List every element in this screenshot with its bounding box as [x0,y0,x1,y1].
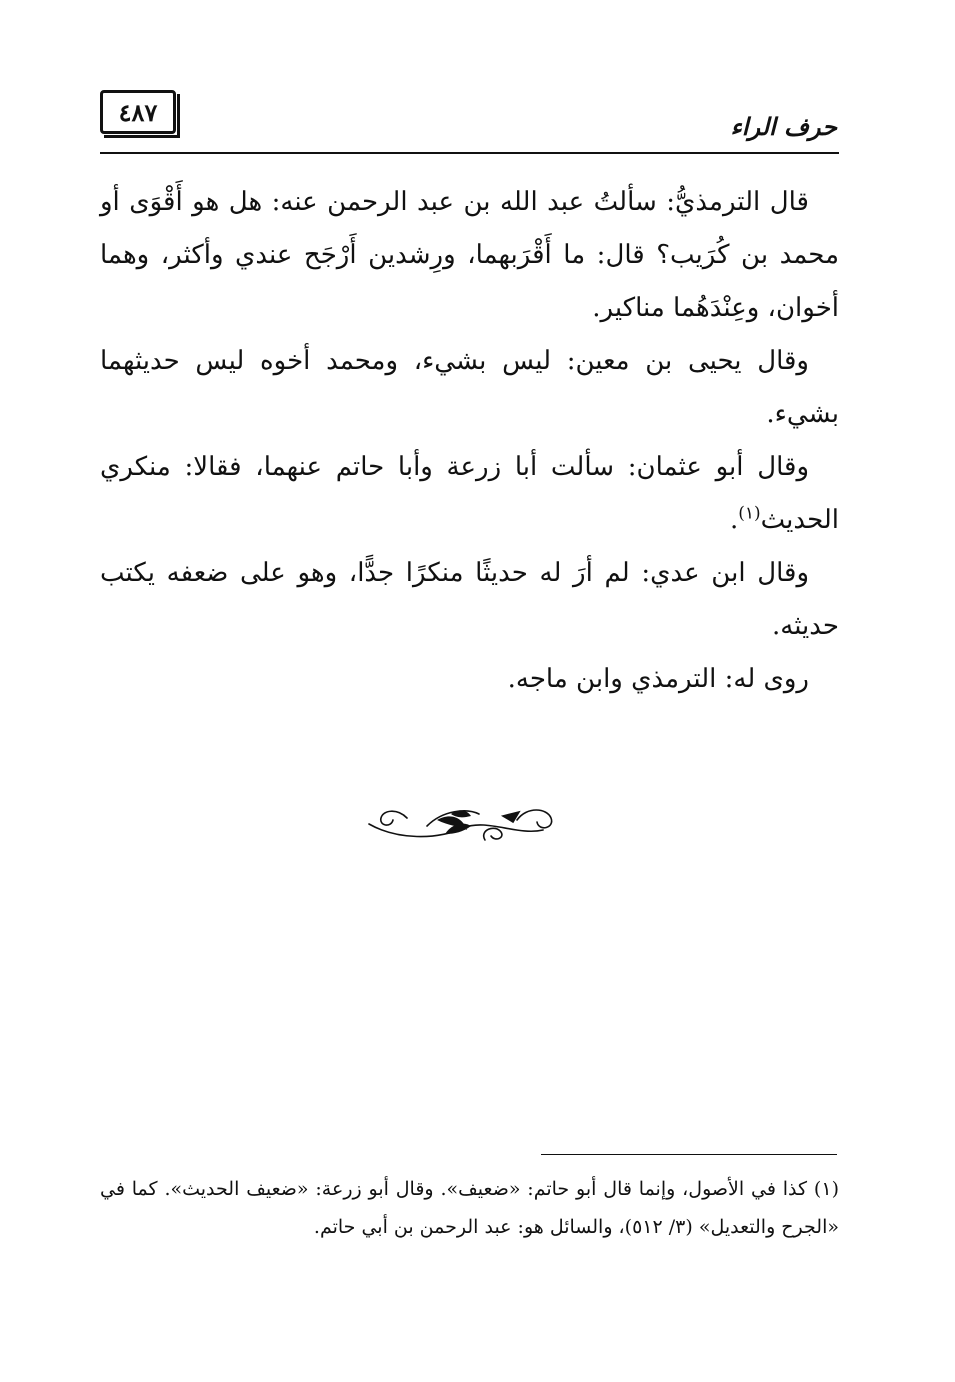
paragraph-tirmidhi: قال الترمذيُّ: سألتُ عبد الله بن عبد الرحمن عنه: هل هو أَقْوَى أو محمد بن كُرَيب؟ قال: ما أَقْرَبهما، ورِشدين أَرْجَح عندي وأكثر، وهما أخوان، وعِنْدَهُما مناكير. [100,187,839,323]
footnote-rule [541,1154,837,1155]
footnotes [100,1170,839,1246]
page-number-text: ٤٨٧ [118,97,158,127]
running-title: حرف الراء [730,112,837,141]
paragraph-abu-uthman [100,441,839,547]
main-text [100,176,839,706]
floral-divider-icon [367,800,560,846]
paragraph-abu-uthman-text: وقال أبو عثمان: سألت أبا زرعة وأبا حاتم عنهما، فقالا: منكري الحديث [100,452,839,535]
paragraph-narrated-by: روى له: الترمذي وابن ماجه. [507,664,809,694]
footnote-reference[interactable]: (١) [738,503,761,524]
paragraph-ibn-maeen: وقال يحيى بن معين: ليس بشيء، ومحمد أخوه ليس حديثهما بشيء. [100,346,839,429]
paragraph-ibn-adi: وقال ابن عدي: لم أرَ له حديثًا منكرًا جدًّا، وهو على ضعفه يكتب حديثه. [100,558,839,641]
page-number [100,90,176,134]
paragraph-abu-uthman-end: . [729,505,739,535]
footnote-1: (١) كذا في الأصول، وإنما قال أبو حاتم: «ضعيف». وقال أبو زرعة: «ضعيف الحديث». كما في «الجرح والتعديل» (٣/ ٥١٢)، والسائل هو: عبد الرحمن بن أبي حاتم. [100,1178,839,1238]
header-rule [100,152,839,154]
